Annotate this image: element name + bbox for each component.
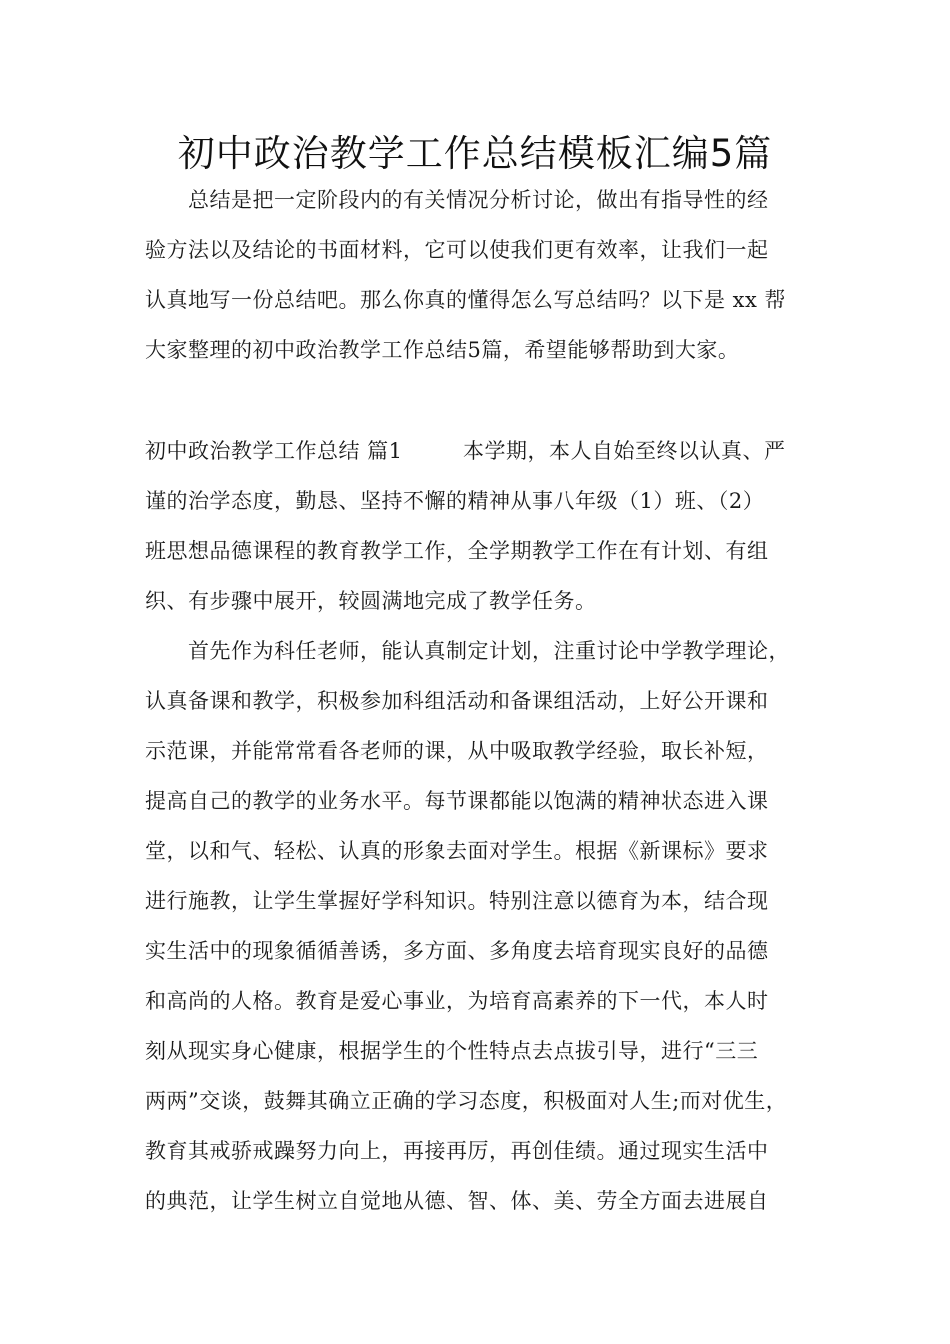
intro-line: 大家整理的初中政治教学工作总结5篇，希望能够帮助到大家。 — [145, 338, 740, 362]
paragraph-line: 的典范，让学生树立自觉地从德、智、体、美、劳全方面去进展自 — [145, 1189, 769, 1213]
paragraph-line: 示范课，并能常常看各老师的课，从中吸取教学经验，取长补短， — [145, 739, 769, 763]
section-first-text: 本学期，本人自始至终以认真、严 — [463, 439, 786, 463]
paragraph-line: 首先作为科任老师，能认真制定计划，注重讨论中学教学理论， — [188, 639, 790, 663]
paragraph-line: 认真备课和教学，积极参加科组活动和备课组活动，上好公开课和 — [145, 689, 769, 713]
paragraph-line: 两两”交谈，鼓舞其确立正确的学习态度，积极面对人生;而对优生， — [145, 1089, 788, 1113]
intro-line: 认真地写一份总结吧。那么你真的懂得怎么写总结吗？以下是 xx 帮 — [145, 288, 787, 312]
paragraph-line: 堂，以和气、轻松、认真的形象去面对学生。根据《新课标》要求 — [145, 839, 769, 863]
intro-line: 验方法以及结论的书面材料，它可以使我们更有效率，让我们一起 — [145, 238, 769, 262]
intro-line: 总结是把一定阶段内的有关情况分析讨论，做出有指导性的经 — [188, 188, 769, 212]
paragraph-line: 刻从现实身心健康，根据学生的个性特点去点拔引导，进行“三三 — [145, 1039, 759, 1063]
paragraph-line: 进行施教，让学生掌握好学科知识。特别注意以德育为本，结合现 — [145, 889, 769, 913]
paragraph-line: 教育其戒骄戒躁努力向上，再接再厉，再创佳绩。通过现实生活中 — [145, 1139, 769, 1163]
section-line: 织、有步骤中展开，较圆满地完成了教学任务。 — [145, 589, 597, 613]
section-line: 谨的治学态度，勤恳、坚持不懈的精神从事八年级（1）班、（2） — [145, 489, 765, 513]
document-title: 初中政治教学工作总结模板汇编5篇 — [177, 132, 773, 175]
paragraph-line: 实生活中的现象循循善诱，多方面、多角度去培育现实良好的品德 — [145, 939, 769, 963]
section-heading: 初中政治教学工作总结 篇1 — [145, 439, 403, 463]
section-line: 班思想品德课程的教育教学工作，全学期教学工作在有计划、有组 — [145, 539, 769, 563]
section-first-line — [145, 436, 820, 466]
paragraph-line: 和高尚的人格。教育是爱心事业，为培育高素养的下一代，本人时 — [145, 989, 769, 1013]
paragraph-line: 提高自己的教学的业务水平。每节课都能以饱满的精神状态进入课 — [145, 789, 769, 813]
